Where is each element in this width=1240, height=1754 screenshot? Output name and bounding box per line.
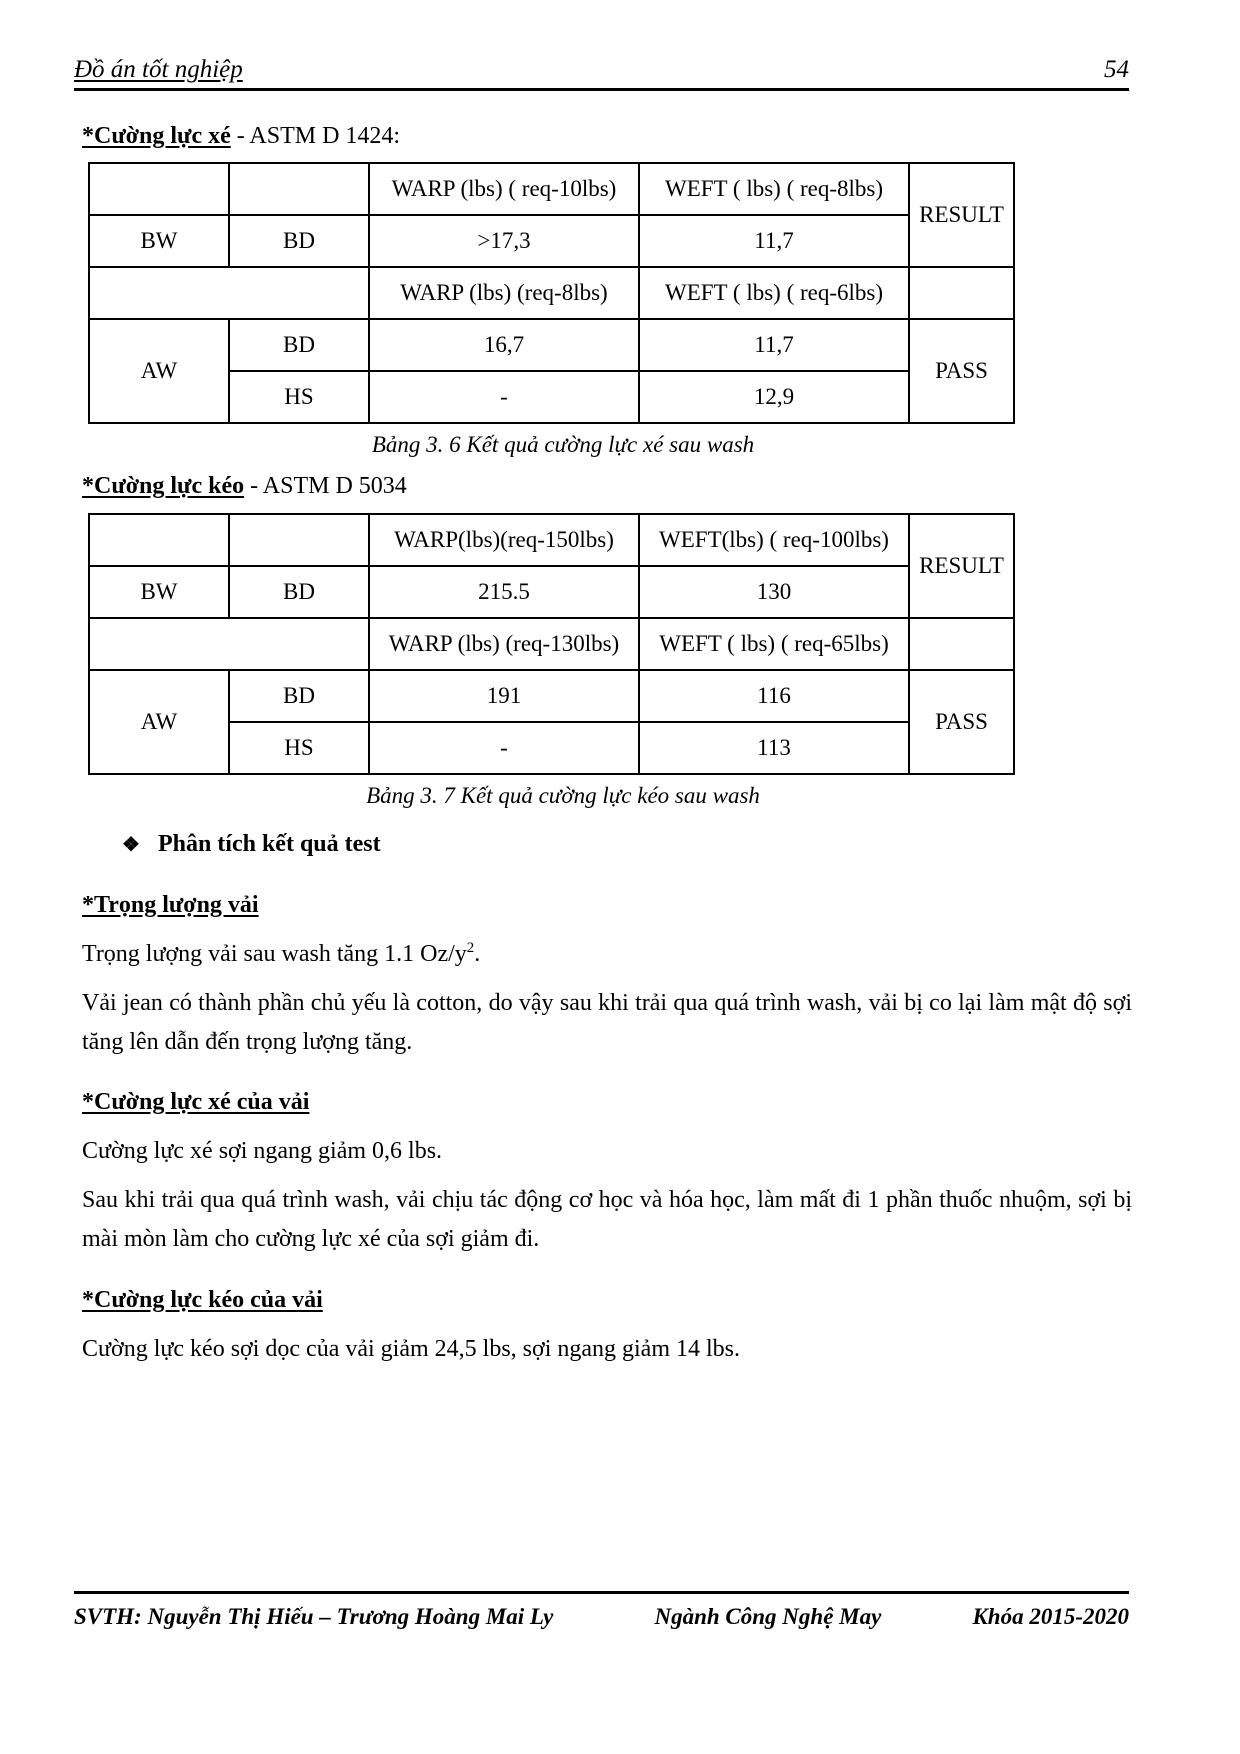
cell-sample-aw: AW xyxy=(89,670,229,774)
cell-empty xyxy=(229,163,369,215)
tear-strength-table-caption: Bảng 3. 6 Kết quả cường lực xé sau wash xyxy=(371,432,755,458)
cell-weft-header: WEFT ( lbs) ( req-6lbs) xyxy=(639,267,909,319)
page-content xyxy=(74,108,1132,1379)
table-row xyxy=(89,267,1014,319)
weight-text-before: Trọng lượng vải sau wash tăng 1.1 Oz/y xyxy=(82,940,467,967)
cell-empty xyxy=(89,267,369,319)
cell-empty xyxy=(89,163,229,215)
table-row xyxy=(89,618,1014,670)
cell-weft-value: 113 xyxy=(639,722,909,774)
table-row xyxy=(89,670,1014,722)
cell-warp-header: WARP (lbs) ( req-10lbs) xyxy=(369,163,639,215)
cell-result-value: PASS xyxy=(909,319,1014,423)
page-footer xyxy=(74,1591,1129,1630)
tear-analysis-paragraph-1: Cường lực xé sợi ngang giảm 0,6 lbs. xyxy=(82,1138,443,1165)
cell-weft-value: 130 xyxy=(639,566,909,618)
tear-analysis-paragraph-2: Sau khi trải qua quá trình wash, vải chịu tác động cơ học và hóa học, làm mất đi 1 phần thuốc nhuộm, sợi bị mài mòn làm cho cường lực xé của sợi giảm đi. xyxy=(82,1187,1132,1253)
cell-type-bd: BD xyxy=(229,319,369,371)
footer-students: SVTH: Nguyễn Thị Hiếu – Trương Hoàng Mai Ly xyxy=(74,1604,554,1629)
tear-strength-heading xyxy=(82,120,1132,152)
cell-warp-header: WARP (lbs) (req-8lbs) xyxy=(369,267,639,319)
cell-warp-value: - xyxy=(369,722,639,774)
cell-warp-header: WARP(lbs)(req-150lbs) xyxy=(369,514,639,566)
cell-weft-value: 11,7 xyxy=(639,319,909,371)
cell-empty xyxy=(909,267,1014,319)
cell-weft-value: 12,9 xyxy=(639,371,909,423)
analysis-bullet-heading xyxy=(122,831,1132,858)
tear-strength-table xyxy=(88,162,1015,424)
weight-text-after: . xyxy=(474,940,481,967)
cell-result-value: PASS xyxy=(909,670,1014,774)
fabric-weight-heading: *Trọng lượng vải xyxy=(82,891,259,918)
tensile-strength-heading xyxy=(82,470,1132,502)
cell-warp-value: 215.5 xyxy=(369,566,639,618)
table-row xyxy=(89,566,1014,618)
cell-type-bd: BD xyxy=(229,566,369,618)
cell-warp-value: >17,3 xyxy=(369,215,639,267)
cell-weft-header: WEFT ( lbs) ( req-8lbs) xyxy=(639,163,909,215)
cell-warp-value: 16,7 xyxy=(369,319,639,371)
tensile-analysis-section xyxy=(74,1269,1132,1320)
cell-weft-header: WEFT ( lbs) ( req-65lbs) xyxy=(639,618,909,670)
weight-superscript: 2 xyxy=(466,939,475,956)
cell-type-hs: HS xyxy=(229,371,369,423)
tensile-strength-heading-rest: - ASTM D 5034 xyxy=(244,473,407,500)
cell-sample-bw: BW xyxy=(89,566,229,618)
header-title: Đồ án tốt nghiệp xyxy=(74,56,243,83)
cell-warp-value: - xyxy=(369,371,639,423)
tear-analysis-section xyxy=(74,1071,1132,1122)
cell-sample-aw: AW xyxy=(89,319,229,423)
cell-result-header: RESULT xyxy=(909,514,1014,618)
footer-department: Ngành Công Nghệ May xyxy=(654,1604,882,1629)
cell-empty xyxy=(229,514,369,566)
fabric-weight-section xyxy=(74,874,1132,925)
cell-weft-value: 116 xyxy=(639,670,909,722)
header-page-number: 54 xyxy=(1104,56,1129,83)
tensile-strength-table-caption: Bảng 3. 7 Kết quả cường lực kéo sau wash xyxy=(366,782,760,808)
table-row xyxy=(89,514,1014,566)
tensile-analysis-paragraph-1: Cường lực kéo sợi dọc của vải giảm 24,5 lbs, sợi ngang giảm 14 lbs. xyxy=(82,1336,741,1363)
analysis-bullet-label: Phân tích kết quả test xyxy=(157,830,381,857)
tear-analysis-heading: *Cường lực xé của vải xyxy=(82,1089,310,1116)
cell-weft-header: WEFT(lbs) ( req-100lbs) xyxy=(639,514,909,566)
cell-empty xyxy=(89,514,229,566)
table-row xyxy=(89,163,1014,215)
table-row xyxy=(89,319,1014,371)
tensile-analysis-heading: *Cường lực kéo của vải xyxy=(82,1287,323,1314)
table-row xyxy=(89,215,1014,267)
cell-weft-value: 11,7 xyxy=(639,215,909,267)
cell-type-bd: BD xyxy=(229,670,369,722)
cell-type-hs: HS xyxy=(229,722,369,774)
cell-warp-value: 191 xyxy=(369,670,639,722)
cell-type-bd: BD xyxy=(229,215,369,267)
tensile-strength-table xyxy=(88,513,1015,775)
diamond-bullet-icon: ❖ xyxy=(122,833,140,856)
fabric-weight-paragraph-2: Vải jean có thành phần chủ yếu là cotton, do vậy sau khi trải qua quá trình wash, vải bị co lại làm mật độ sợi tăng lên dẫn đến trọng lượng tăng. xyxy=(82,989,1132,1055)
footer-course: Khóa 2015-2020 xyxy=(972,1604,1129,1629)
tensile-strength-heading-bold: *Cường lực kéo xyxy=(82,473,245,500)
cell-empty xyxy=(89,618,369,670)
cell-empty xyxy=(909,618,1014,670)
tear-strength-heading-bold: *Cường lực xé xyxy=(82,123,231,149)
cell-warp-header: WARP (lbs) (req-130lbs) xyxy=(369,618,639,670)
tear-strength-heading-rest: - ASTM D 1424: xyxy=(230,123,401,149)
page-header xyxy=(74,56,1129,91)
cell-result-header: RESULT xyxy=(909,163,1014,267)
cell-sample-bw: BW xyxy=(89,215,229,267)
fabric-weight-paragraph-1 xyxy=(82,935,1132,974)
